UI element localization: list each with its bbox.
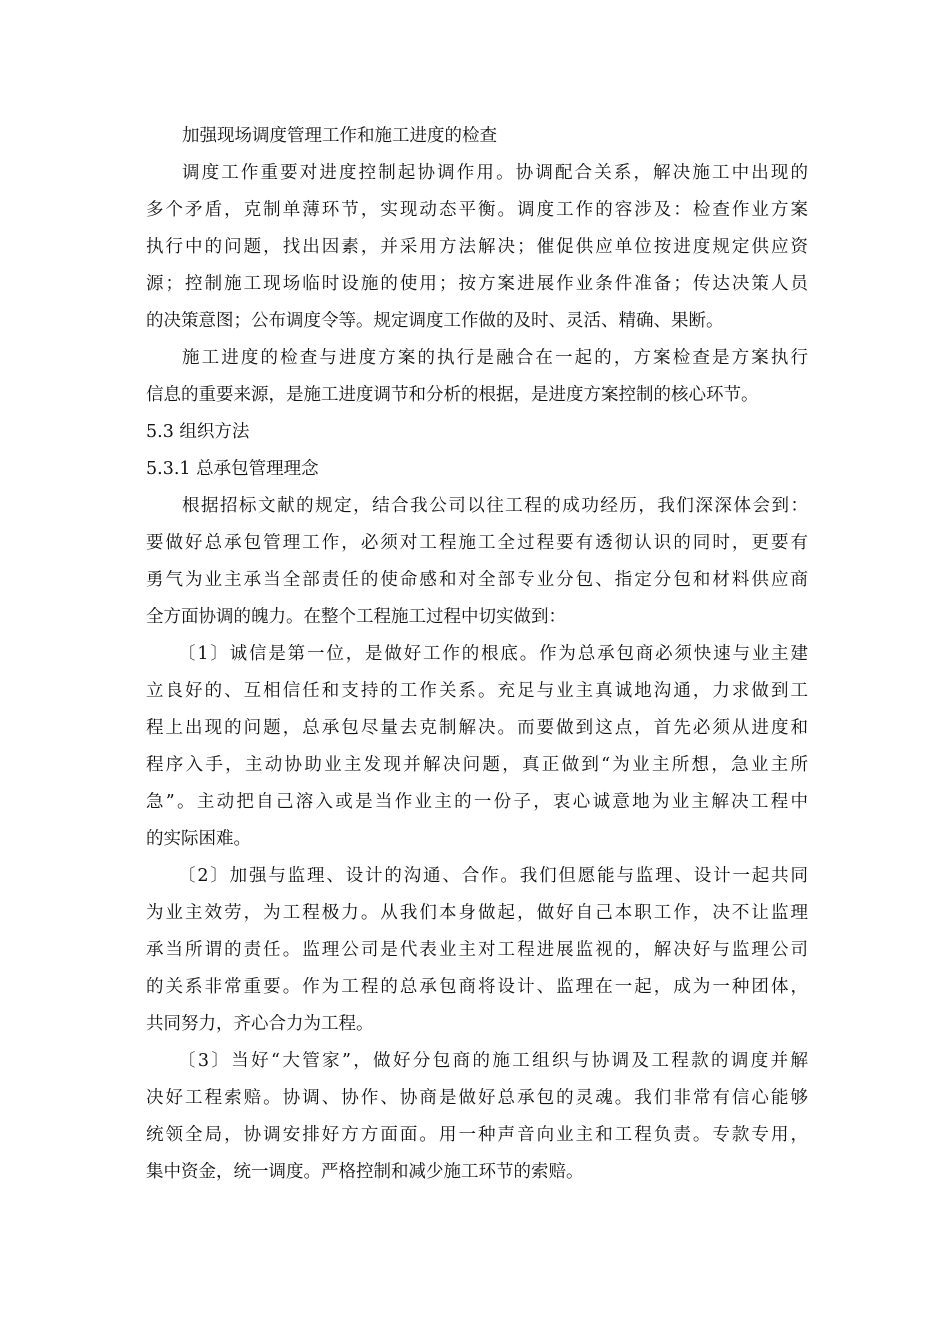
paragraph-line: 全方面协调的魄力。在整个工程施工过程中切实做到： [146, 607, 566, 627]
section-heading-5-3-1: 5.3.1 总承包管理理念 [146, 459, 319, 479]
document-page [146, 118, 808, 1191]
paragraph-line: 统领全局，协调安排好方方面面。用一种声音向业主和工程负责。专款专用， [146, 1125, 808, 1145]
subheading-schedule-management: 加强现场调度管理工作和施工进度的检查 [182, 126, 497, 146]
paragraph-dispatch-work [146, 155, 808, 340]
paragraph-line: 调度工作重要对进度控制起协调作用。协调配合关系，解决施工中出现的 [182, 163, 808, 183]
paragraph-progress-check [146, 340, 808, 414]
paragraph-line: 的实际困难。 [146, 829, 251, 849]
paragraph-line: 执行中的问题，找出因素，并采用方法解决；催促供应单位按进度规定供应资 [146, 237, 808, 257]
paragraph-line: 急”。主动把自己溶入或是当作业主的一份子，衷心诚意地为业主解决工程中 [146, 792, 808, 812]
paragraph-line: 集中资金，统一调度。严格控制和减少施工环节的索赔。 [146, 1162, 584, 1182]
paragraph-line: 共同努力，齐心合力为工程。 [146, 1014, 374, 1034]
list-item-1-integrity [146, 636, 808, 858]
paragraph-line: 的决策意图；公布调度令等。规定调度工作做的及时、灵活、精确、果断。 [146, 311, 724, 331]
paragraph-line: 施工进度的检查与进度方案的执行是融合在一起的，方案检查是方案执行 [182, 348, 808, 368]
paragraph-line: 根据招标文献的规定，结合我公司以往工程的成功经历，我们深深体会到： [182, 496, 808, 516]
paragraph-line: 立良好的、互相信任和支持的工作关系。充足与业主真诚地沟通，力求做到工 [146, 681, 808, 701]
paragraph-line: 信息的重要来源，是施工进度调节和分析的根据，是进度方案控制的核心环节。 [146, 385, 759, 405]
paragraph-line: 的关系非常重要。作为工程的总承包商将设计、监理在一起，成为一种团体， [146, 977, 808, 997]
paragraph-line: 为业主效劳，为工程极力。从我们本身做起，做好自己本职工作，决不让监理 [146, 903, 808, 923]
paragraph-line: 承当所谓的责任。监理公司是代表业主对工程进展监视的，解决好与监理公司 [146, 940, 808, 960]
paragraph-line: 要做好总承包管理工作，必须对工程施工全过程要有透彻认识的同时，更要有 [146, 533, 808, 553]
section-heading-5-3: 5.3 组织方法 [146, 422, 250, 442]
paragraph-general-contract-philosophy [146, 488, 808, 636]
paragraph-line: 勇气为业主承当全部责任的使命感和对全部专业分包、指定分包和材料供应商 [146, 570, 808, 590]
paragraph-line: 程序入手，主动协助业主发现并解决问题，真正做到“为业主所想，急业主所 [146, 755, 808, 775]
list-item-3-steward [146, 1043, 808, 1191]
paragraph-line: 多个矛盾，克制单薄环节，实现动态平衡。调度工作的容涉及：检查作业方案 [146, 200, 808, 220]
paragraph-line: 〔2〕加强与监理、设计的沟通、合作。我们但愿能与监理、设计一起共同 [178, 866, 808, 886]
paragraph-line: 决好工程索赔。协调、协作、协商是做好总承包的灵魂。我们非常有信心能够 [146, 1088, 808, 1108]
paragraph-line: 源；控制施工现场临时设施的使用；按方案进展作业条件准备；传达决策人员 [146, 274, 808, 294]
paragraph-line: 程上出现的问题，总承包尽量去克制解决。而要做到这点，首先必须从进度和 [146, 718, 808, 738]
list-item-2-supervision [146, 858, 808, 1043]
paragraph-line: 〔3〕当好“大管家”，做好分包商的施工组织与协调及工程款的调度并解 [178, 1051, 808, 1071]
paragraph-line: 〔1〕诚信是第一位，是做好工作的根底。作为总承包商必须快速与业主建 [178, 644, 808, 664]
